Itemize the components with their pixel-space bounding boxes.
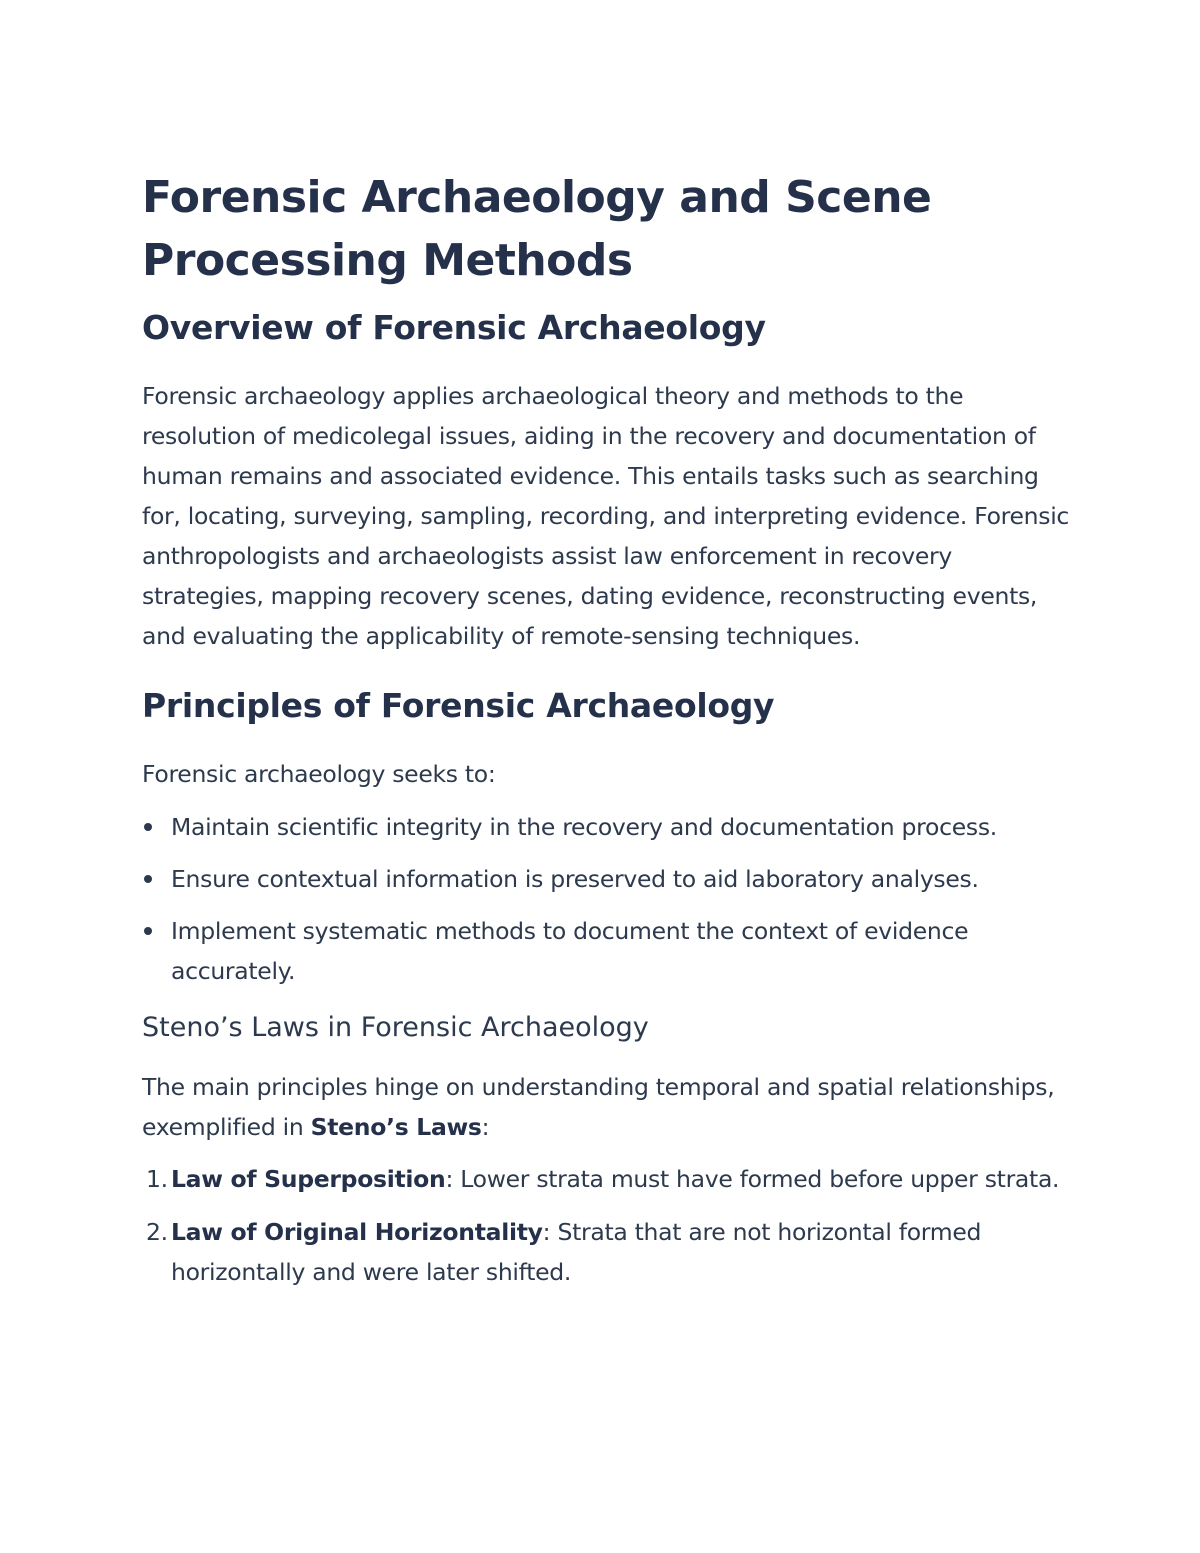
list-item [142, 859, 1072, 899]
law-text: Strata that are not horizontal formed horizontally and were later shifted. [171, 1218, 982, 1286]
document-page [142, 166, 1072, 1292]
law-name: Law of Original Horizontality [171, 1218, 543, 1246]
law-name: Law of Superposition [171, 1165, 446, 1193]
list-item [142, 807, 1072, 847]
list-item [142, 1212, 1072, 1292]
overview-heading: Overview of Forensic Archaeology [142, 308, 766, 347]
list-number: 2. [146, 1218, 168, 1246]
list-item-text: Maintain scientific integrity in the recovery and documentation process. [171, 813, 997, 841]
bullet-icon [144, 927, 152, 935]
list-item-text: Ensure contextual information is preserved to aid laboratory analyses. [171, 865, 979, 893]
list-item [142, 911, 1072, 991]
principles-list [142, 807, 1072, 991]
page-title: Forensic Archaeology and Scene Processing Methods [142, 172, 932, 286]
steno-intro [142, 1067, 1072, 1147]
principles-heading: Principles of Forensic Archaeology [142, 686, 775, 725]
bullet-icon [144, 823, 152, 831]
principles-intro: Forensic archaeology seeks to: [142, 760, 496, 788]
list-item [142, 1159, 1072, 1199]
steno-intro-suffix: : [481, 1113, 490, 1141]
steno-laws-term: Steno’s Laws [310, 1113, 482, 1141]
overview-paragraph: Forensic archaeology applies archaeological theory and methods to the resolution of medicolegal issues, aiding in the recovery and documentation of human remains and associated evidence. This entails tasks such as searching for, locating, surveying, sampling, recording, and interpreting evidence. Forensic anthropologists and archaeologists assist law enforcement in recovery strategies, mapping recovery scenes, dating evidence, reconstructing events, and evaluating the applicability of remote-sensing techniques. [142, 382, 1070, 650]
steno-heading: Steno’s Laws in Forensic Archaeology [142, 1012, 649, 1043]
bullet-icon [144, 875, 152, 883]
law-colon: : [542, 1218, 551, 1246]
steno-intro-text: The main principles hinge on understanding temporal and spatial relationships, exemplified in [142, 1073, 1055, 1141]
list-number: 1. [146, 1165, 168, 1193]
steno-laws-list [142, 1159, 1072, 1292]
law-colon: : [445, 1165, 454, 1193]
list-item-text: Implement systematic methods to document the context of evidence accurately. [171, 917, 969, 985]
law-text: Lower strata must have formed before upper strata. [453, 1165, 1060, 1193]
